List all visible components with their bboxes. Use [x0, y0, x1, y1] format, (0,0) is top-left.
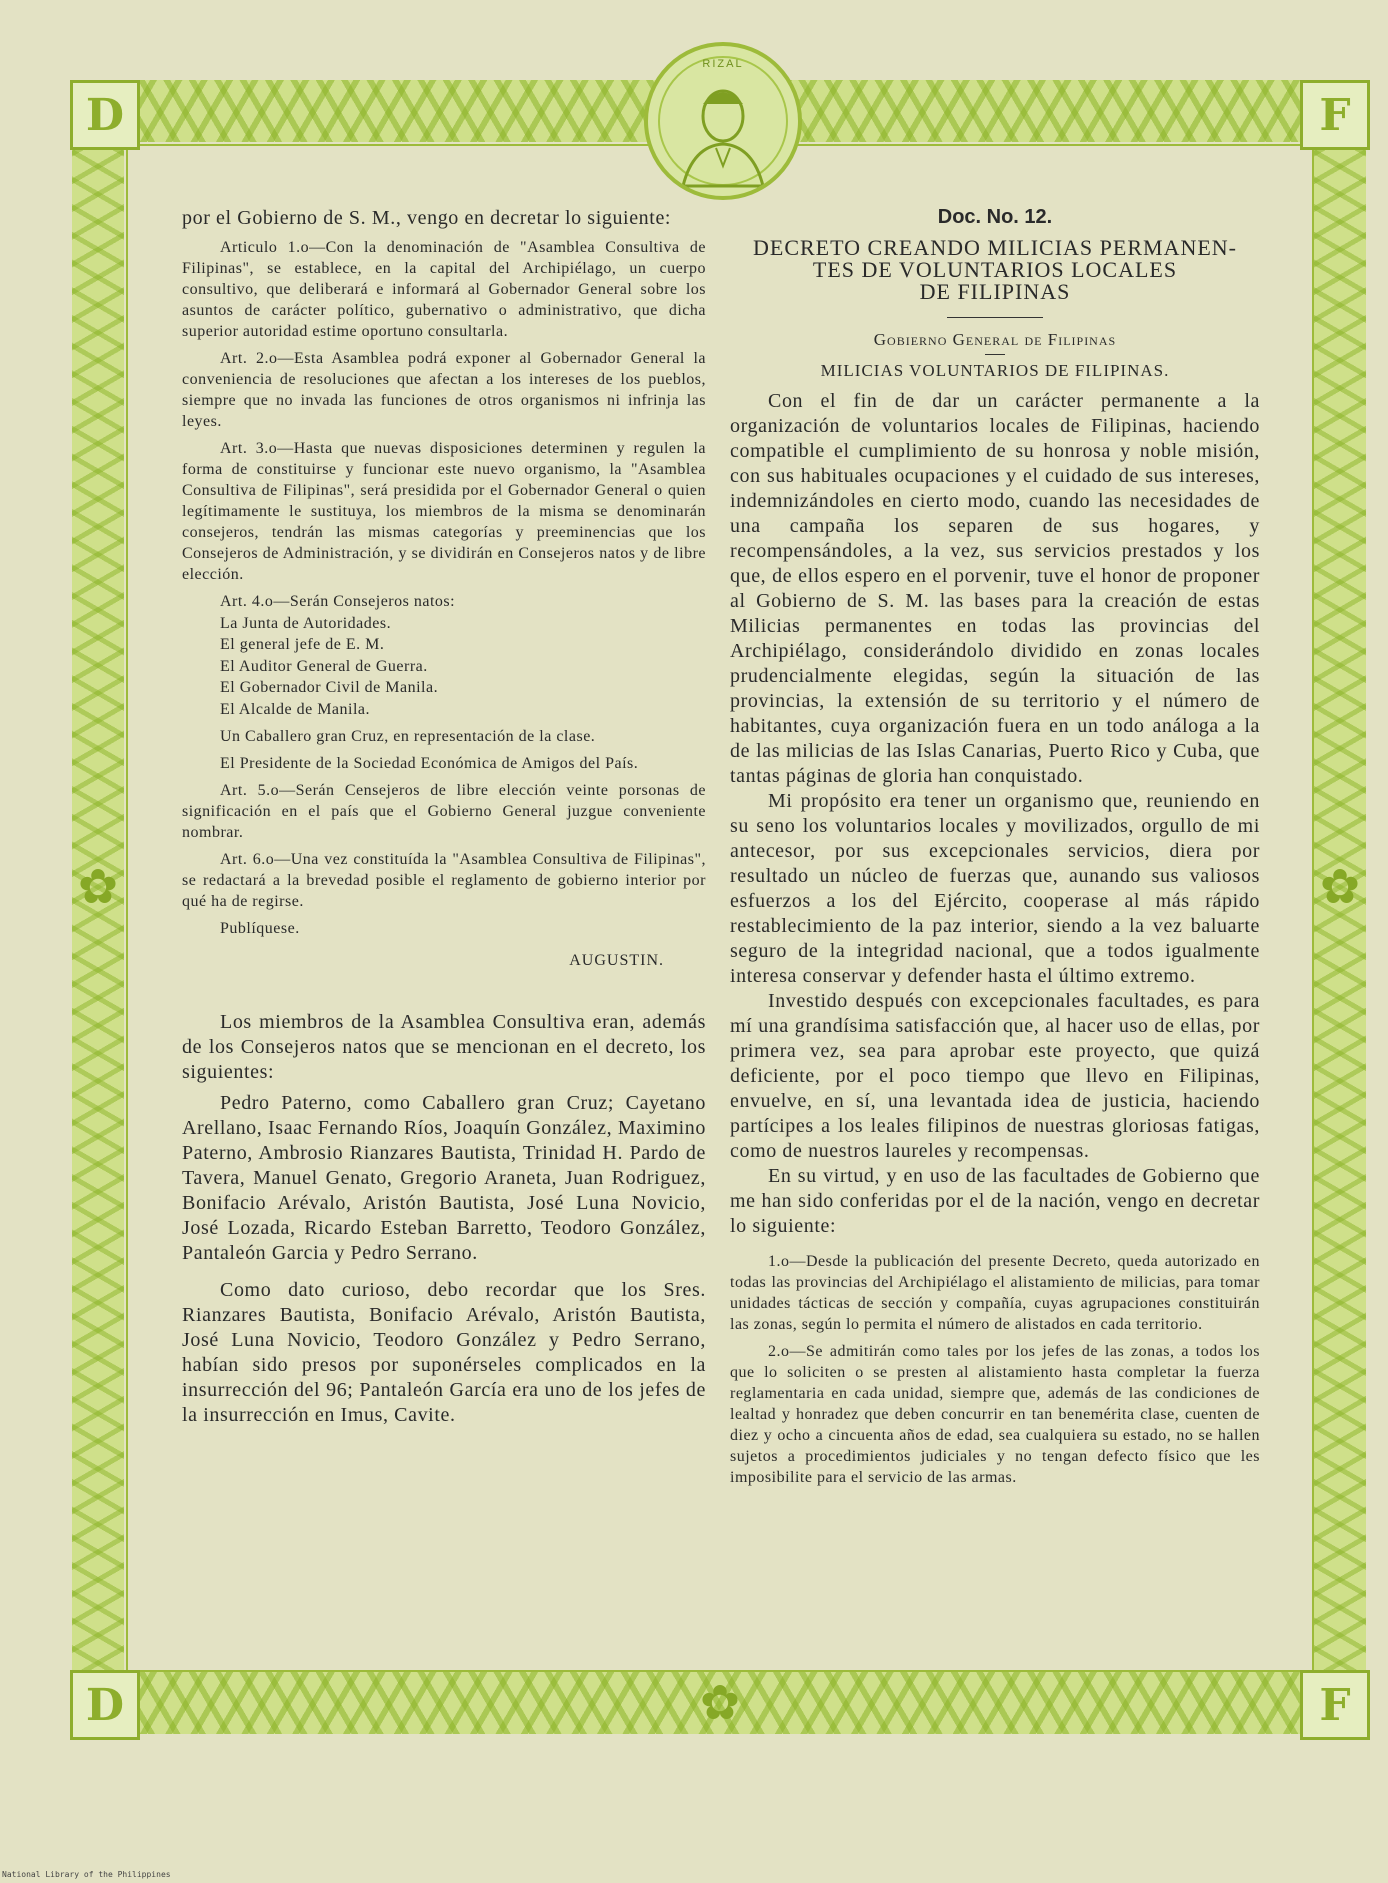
article-5: Art. 5.o—Serán Censejeros de libre elección veinte porsonas de significación en el país que el Gobierno General juzgue conveniente nombrar.	[182, 782, 706, 841]
presidente-entry: El Presidente de la Sociedad Económica de Amigos del País.	[220, 755, 639, 772]
list-item: El general jefe de E. M.	[220, 636, 385, 653]
flower-ornament-right-icon: ✿	[1319, 861, 1361, 914]
list-item: El Auditor General de Guerra.	[220, 657, 428, 675]
members-intro: Los miembros de la Asamblea Consultiva eran, además de los Consejeros natos que se mencionan en el decreto, los siguientes:	[182, 1010, 706, 1083]
decree-article-2: 2.o—Se admitirán como tales por los jefes de las zonas, a todos los que lo soliciten o se presten al alistamiento hasta completar la fuerza reglamentaria en cada unidad, siempre que, además de las condiciones de lealtad y honradez que deben concurrir en tan benemérita clase, cuenten de diez y ocho a cincuenta años de edad, sea cualquiera su estado, no se hallen sujetos a procedimientos judiciales y no tengan defecto físico que les imposibilite para el servicio de las armas.	[730, 1343, 1260, 1486]
document-title-line: DECRETO CREANDO MILICIAS PERMANEN-	[753, 235, 1237, 260]
caballero-entry: Un Caballero gran Cruz, en representación de la clase.	[220, 728, 596, 745]
flower-ornament-left-icon: ✿	[77, 861, 119, 914]
article-6: Art. 6.o—Una vez constituída la "Asamblea Consultiva de Filipinas", se redactará a la brevedad posible el reglamento de gobierno interior por qué ha de regirse.	[182, 851, 706, 910]
signature: AUGUSTIN.	[569, 951, 664, 969]
document-title-line: TES DE VOLUNTARIOS LOCALES	[812, 257, 1178, 282]
divider	[985, 354, 1005, 355]
corner-monogram-bottom-right: F	[1300, 1670, 1370, 1740]
list-item: El Gobernador Civil de Manila.	[220, 679, 439, 696]
publiquese: Publíquese.	[220, 920, 300, 937]
paragraph-3: Investido después con excepcionales facultades, es para mí una grandísima satisfacción que, al hacer uso de ellas, por primera vez, sea para aprobar este proyecto, que quizá deficiente, por el poco tiempo que llevo en Filipinas, envuelve, en sí, una levantada idea de justicia, haciendo partícipes a los leales filipinos de nuestras gloriosas fatigas, como de nuestros laureles y recompensas.	[730, 990, 1260, 1162]
library-credit: National Library of the Philippines	[2, 1870, 171, 1879]
issuing-authority: Gobierno General de Filipinas	[873, 330, 1117, 349]
article-3: Art. 3.o—Hasta que nuevas disposiciones determinen y regulen la forma de constituirse y funcionar este nuevo organismo, la "Asamblea Consultiva de Filipinas", será presidida por el Gobernador General o quien legítimamente le sustituya, los miembros de la misma se denominarán consejeros, tendrán las mismas categorías y preeminencias que los Consejeros de Administración, y se dividirán en Consejeros natos y de libre elección.	[182, 440, 706, 583]
list-item: El Alcalde de Manila.	[220, 700, 371, 718]
paragraph-2: Mi propósito era tener un organismo que, reuniendo en su seno los voluntarios locales y movilizados, orgullo de mi antecesor, por sus excepcionales servicios, diera por resultado un núcleo de fuerzas que, aunando sus valiosos esfuerzos a los del Ejército, cooperase al más rápido restablecimiento de la paz interior, siendo a la vez baluarte seguro de la integridad nacional, que a todos igualmente interesa conservar y defender hasta el último extremo.	[730, 790, 1260, 987]
rizal-portrait-medallion	[644, 42, 802, 200]
members-list: Pedro Paterno, como Caballero gran Cruz; Cayetano Arellano, Isaac Fernando Ríos, Joaquín González, Maximino Paterno, Ambrosio Rianzares Bautista, Trinidad H. Pardo de Tavera, Manuel Genato, Gregorio Araneta, Juan Rodriguez, Bonifacio Arévalo, Aristón Bautista, José Luna Novicio, José Lozada, Ricardo Esteban Barretto, Teodoro González, Pantaleón Garcia y Pedro Serrano.	[182, 1091, 706, 1264]
article-4-intro: Art. 4.o—Serán Consejeros natos:	[220, 593, 456, 610]
divider	[947, 317, 1043, 318]
corner-monogram-top-right: F	[1300, 80, 1370, 150]
document-title-line: DE FILIPINAS	[919, 279, 1071, 304]
corner-monogram-top-left: D	[70, 80, 140, 150]
decree-intro: por el Gobierno de S. M., vengo en decretar lo siguiente:	[182, 207, 672, 229]
right-column	[730, 206, 1260, 1488]
article-2: Art. 2.o—Esta Asamblea podrá exponer al Gobernador General la conveniencia de resoluciones que afectan a los intereses de los pueblos, siempre que no invada las funciones de otros organismos ni infrinja las leyes.	[182, 350, 706, 430]
document-number: Doc. No. 12.	[937, 206, 1053, 228]
list-item: La Junta de Autoridades.	[220, 614, 392, 632]
left-column	[182, 206, 706, 1428]
medallion-label: RIZAL	[702, 58, 744, 70]
decree-article-1: 1.o—Desde la publicación del presente Decreto, queda autorizado en todas las provincias del Archipiélago el alistamiento de milicias, para tomar unidades tácticas de sección y compañía, cuyas agrupaciones constituirán las zonas, según lo permita el número de alistados en cada territorio.	[730, 1253, 1260, 1333]
corner-monogram-bottom-left: D	[70, 1670, 140, 1740]
curious-note: Como dato curioso, debo recordar que los Sres. Rianzares Bautista, Bonifacio Arévalo, Aristón Bautista, José Luna Novicio, Teodoro González y Pedro Serrano, habían sido presos por suponérseles complicados en la insurrección del 96; Pantaleón García era uno de los jefes de la insurrección en Imus, Cavite.	[182, 1278, 706, 1426]
section-heading: MILICIAS VOLUNTARIOS DE FILIPINAS.	[820, 361, 1170, 380]
paragraph-1: Con el fin de dar un carácter permanente a la organización de voluntarios locales de Filipinas, haciendo compatible el cumplimiento de su honrosa y noble misión, con sus habituales ocupaciones y el cuidado de sus intereses, indemnizándoles en cierto modo, cuando las necesidades de una campaña los separen de sus hogares, y recompensándoles, a la vez, sus servicios prestados y los que, de ellos espero en el porvenir, tuve el honor de proponer al Gobierno de S. M. las bases para la creación de estas Milicias permanentes en todas las provincias del Archipiélago, considerándolo dividido en zonas locales prudencialmente elegidas, según la situación de las provincias, la extensión de su territorio y el número de habitantes, cuya organización fuera en un todo análoga a la de las milicias de las Islas Canarias, Puerto Rico y Cuba, que tantas páginas de gloria han conquistado.	[730, 390, 1260, 787]
paragraph-4: En su virtud, y en uso de las facultades de Gobierno que me han sido conferidas por el de la nación, vengo en decretar lo siguiente:	[730, 1165, 1260, 1237]
article-1: Articulo 1.o—Con la denominación de "Asamblea Consultiva de Filipinas", se establece, en la capital del Archipiélago, un cuerpo consultivo, que deliberará e informará al Gobernador General sobre los asuntos de carácter político, gubernativo o administrativo, que dicha superior autoridad estime oportuno consultarla.	[182, 239, 706, 340]
portrait-icon	[648, 46, 798, 196]
flower-ornament-bottom-icon: ✿	[699, 1677, 741, 1730]
